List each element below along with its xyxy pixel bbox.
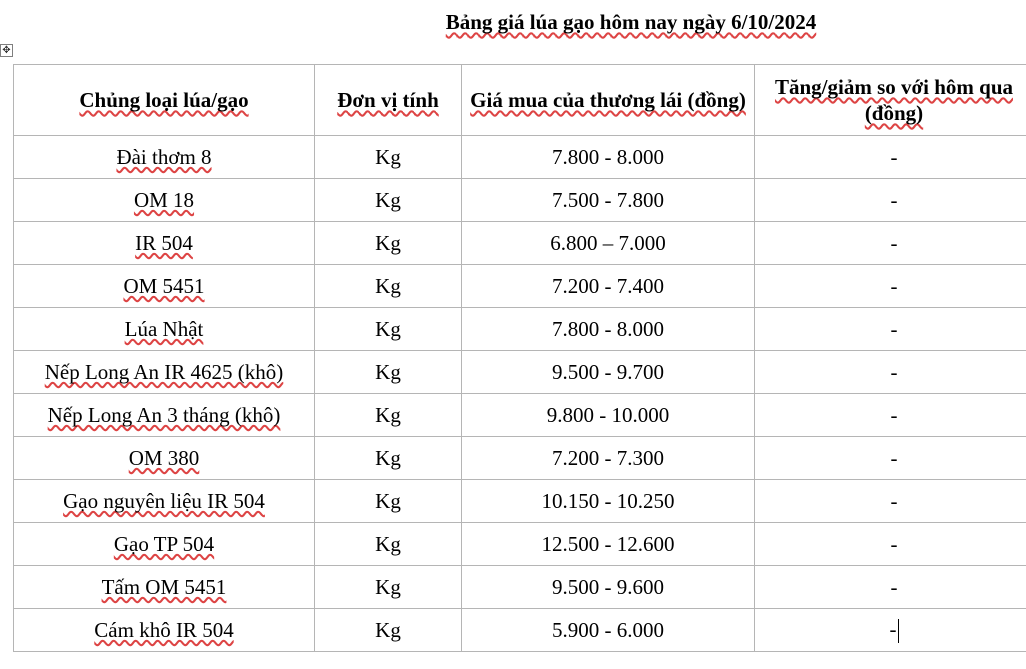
cell-variety-text: Tấm OM 5451: [101, 574, 227, 599]
cell-change-text: -: [890, 144, 898, 169]
cell-change-text: -: [890, 488, 898, 513]
cell-variety-text: Cám khô IR 504: [94, 617, 234, 642]
table-row: [14, 523, 1026, 566]
cell-variety-text: Gạo nguyên liệu IR 504: [63, 488, 265, 513]
price-table: [13, 64, 1026, 652]
cell-variety[interactable]: [14, 351, 315, 394]
cell-variety[interactable]: [14, 480, 315, 523]
cell-variety[interactable]: [14, 179, 315, 222]
cell-variety[interactable]: [14, 609, 315, 652]
cell-change[interactable]: [755, 351, 1026, 394]
cell-price-text: 6.800 – 7.000: [550, 230, 666, 255]
cell-unit[interactable]: [315, 480, 462, 523]
cell-variety-text: OM 18: [133, 187, 195, 212]
cell-unit-text: Kg: [375, 359, 401, 384]
cell-change-text: -: [890, 230, 898, 255]
cell-variety-text: Nếp Long An 3 tháng (khô): [47, 402, 281, 427]
cell-variety-text: Nếp Long An IR 4625 (khô): [44, 359, 284, 384]
cell-variety-text: OM 5451: [123, 273, 205, 298]
cell-price[interactable]: [462, 222, 755, 265]
cell-change-text: -: [890, 359, 898, 384]
cell-unit[interactable]: [315, 394, 462, 437]
cell-price[interactable]: [462, 136, 755, 179]
table-row: [14, 179, 1026, 222]
cell-change-text: -: [890, 445, 898, 470]
cell-variety[interactable]: [14, 394, 315, 437]
cell-unit[interactable]: [315, 136, 462, 179]
cell-unit-text: Kg: [375, 402, 401, 427]
cell-price-text: 7.500 - 7.800: [552, 187, 664, 212]
text-cursor: [898, 619, 899, 643]
cell-unit[interactable]: [315, 222, 462, 265]
cell-change-text: -: [890, 574, 898, 599]
cell-price-text: 5.900 - 6.000: [552, 617, 664, 642]
cell-price[interactable]: [462, 265, 755, 308]
cell-change[interactable]: [755, 480, 1026, 523]
cell-variety-text: OM 380: [128, 445, 200, 470]
cell-unit[interactable]: [315, 523, 462, 566]
cell-change[interactable]: [755, 566, 1026, 609]
cell-variety[interactable]: [14, 308, 315, 351]
document-title: Bảng giá lúa gạo hôm nay ngày 6/10/2024: [445, 10, 817, 34]
header-price[interactable]: Giá mua của thương lái (đồng): [462, 65, 755, 136]
cell-unit[interactable]: [315, 265, 462, 308]
table-move-handle-icon[interactable]: ✥: [0, 44, 13, 57]
cell-price-text: 9.500 - 9.600: [552, 574, 664, 599]
cell-unit[interactable]: [315, 351, 462, 394]
cell-unit-text: Kg: [375, 144, 401, 169]
cell-price-text: 7.800 - 8.000: [552, 316, 664, 341]
cell-change[interactable]: [755, 394, 1026, 437]
table-row: [14, 437, 1026, 480]
cell-price[interactable]: [462, 480, 755, 523]
cell-change[interactable]: [755, 265, 1026, 308]
table-row: [14, 394, 1026, 437]
table-row: [14, 136, 1026, 179]
cell-variety[interactable]: [14, 222, 315, 265]
cell-price-text: 12.500 - 12.600: [541, 531, 675, 556]
cell-change[interactable]: [755, 609, 1026, 652]
cell-price[interactable]: [462, 394, 755, 437]
cell-change-text: -: [889, 616, 897, 641]
cell-price[interactable]: [462, 179, 755, 222]
cell-price-text: 9.500 - 9.700: [552, 359, 664, 384]
cell-variety[interactable]: [14, 136, 315, 179]
cell-variety-text: Lúa Nhật: [124, 316, 204, 341]
cell-price-text: 9.800 - 10.000: [546, 402, 670, 427]
cell-change-text: -: [890, 273, 898, 298]
cell-price-text: 7.200 - 7.300: [552, 445, 664, 470]
header-variety[interactable]: Chủng loại lúa/gạo: [14, 65, 315, 136]
cell-unit[interactable]: [315, 179, 462, 222]
cell-price-text: 7.200 - 7.400: [552, 273, 664, 298]
cell-price[interactable]: [462, 566, 755, 609]
cell-unit-text: Kg: [375, 445, 401, 470]
table-row: [14, 308, 1026, 351]
table-row: [14, 222, 1026, 265]
cell-unit-text: Kg: [375, 488, 401, 513]
cell-unit-text: Kg: [375, 316, 401, 341]
table-row: [14, 609, 1026, 652]
cell-price-text: 7.800 - 8.000: [552, 144, 664, 169]
cell-price[interactable]: [462, 437, 755, 480]
cell-change[interactable]: [755, 179, 1026, 222]
cell-variety[interactable]: [14, 265, 315, 308]
cell-unit[interactable]: [315, 566, 462, 609]
cell-price[interactable]: [462, 351, 755, 394]
cell-change-text: -: [890, 402, 898, 427]
cell-unit-text: Kg: [375, 574, 401, 599]
cell-change-text: -: [890, 316, 898, 341]
table-row: [14, 480, 1026, 523]
cell-price-text: 10.150 - 10.250: [541, 488, 675, 513]
cell-unit-text: Kg: [375, 531, 401, 556]
cell-change-text: -: [890, 531, 898, 556]
cell-variety-text: Đài thơm 8: [116, 144, 212, 169]
cell-unit-text: Kg: [375, 273, 401, 298]
header-change[interactable]: Tăng/giảm so với hôm qua (đồng): [755, 65, 1026, 136]
cell-price[interactable]: [462, 523, 755, 566]
cell-change[interactable]: [755, 308, 1026, 351]
table-row: [14, 265, 1026, 308]
cell-unit[interactable]: [315, 308, 462, 351]
table-row: [14, 351, 1026, 394]
table-row: [14, 566, 1026, 609]
header-unit[interactable]: Đơn vị tính: [315, 65, 462, 136]
cell-change-text: -: [890, 187, 898, 212]
cell-unit[interactable]: [315, 437, 462, 480]
table-header-row: [14, 65, 1026, 136]
cell-unit-text: Kg: [375, 187, 401, 212]
cell-change[interactable]: [755, 437, 1026, 480]
cell-price[interactable]: [462, 609, 755, 652]
cell-variety[interactable]: [14, 523, 315, 566]
cell-change[interactable]: [755, 523, 1026, 566]
cell-variety-text: IR 504: [135, 230, 193, 255]
cell-unit[interactable]: [315, 609, 462, 652]
cell-price[interactable]: [462, 308, 755, 351]
cell-unit-text: Kg: [375, 617, 401, 642]
cell-change[interactable]: [755, 136, 1026, 179]
cell-variety[interactable]: [14, 566, 315, 609]
cell-variety[interactable]: [14, 437, 315, 480]
cell-variety-text: Gạo TP 504: [113, 531, 215, 556]
cell-unit-text: Kg: [375, 230, 401, 255]
cell-change[interactable]: [755, 222, 1026, 265]
